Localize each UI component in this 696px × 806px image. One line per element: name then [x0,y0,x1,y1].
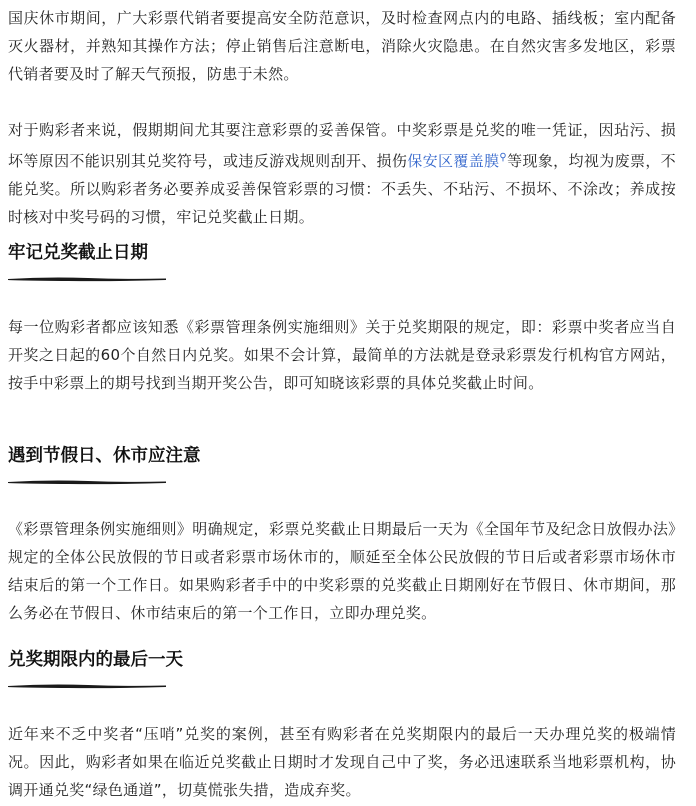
brush-underline [8,478,166,486]
keyword-link[interactable]: 保安区覆盖膜 [407,152,500,170]
section-heading: 牢记兑奖截止日期 [8,243,148,263]
paragraph-holiday [8,515,686,627]
paragraph-deadline [8,313,686,397]
paragraph-ticket-storage [8,116,686,231]
paragraph-last-day [8,720,686,804]
paragraph-text: 近年来不乏中奖者“压哨”兑奖的案例，甚至有购彩者在兑奖期限内的最后一天办理兑奖的极端情况。因此，购彩者如果在临近兑奖截止日期时才发现自己中了奖，务必迅速联系当地彩票机构，协调开通兑奖“绿色通道”，切莫慌张失措，造成弃奖。 [8,725,676,799]
brush-underline [8,682,166,690]
paragraph-text: 每一位购彩者都应该知悉《彩票管理条例实施细则》关于兑奖期限的规定，即：彩票中奖者应当自开奖之日起的60个自然日内兑奖。如果不会计算，最简单的方法就是登录彩票发行机构官方网站，按手中彩票上的期号找到当期开奖公告，即可知晓该彩票的具体兑奖截止时间。 [8,318,676,392]
paragraph-text: 《彩票管理条例实施细则》明确规定，彩票兑奖截止日期最后一天为《全国年节及纪念日放假办法》规定的全体公民放假的节日或者彩票市场休市的，顺延至全体公民放假的节日后或者彩票市场休市结束后的第一个工作日。如果购彩者手中的中奖彩票的兑奖截止日期刚好在节假日、休市期间，那么务必在节假日、休市结束后的第一个工作日，立即办理兑奖。 [8,520,676,622]
paragraph-safety [8,4,686,88]
section-heading-holiday [8,443,686,469]
section-heading-deadline [8,240,686,266]
brush-underline [8,275,166,283]
section-heading: 兑奖期限内的最后一天 [8,650,183,670]
paragraph-text: 对于购彩者来说，假期期间尤其要注意彩票的妥善保管。中奖彩票是兑奖的唯一凭证，因玷污、损坏等原因不能识别其兑奖符号，或违反游戏规则刮开、损伤 [8,121,676,170]
paragraph-text: 等现象，均视为废票，不能兑奖。所以购彩者务必要养成妥善保管彩票的习惯：不丢失、不玷污、不损坏、不涂改；养成按时核对中奖号码的习惯，牢记兑奖截止日期。 [8,152,676,226]
section-heading-last-day [8,647,686,673]
section-heading: 遇到节假日、休市应注意 [8,446,201,466]
paragraph-text: 国庆休市期间，广大彩票代销者要提高安全防范意识，及时检查网点内的电路、插线板；室内配备灭火器材，并熟知其操作方法；停止销售后注意断电，消除火灾隐患。在自然灾害多发地区，彩票代销者要及时了解天气预报，防患于未然。 [8,9,676,83]
search-icon[interactable]: ⚲ [499,152,508,163]
